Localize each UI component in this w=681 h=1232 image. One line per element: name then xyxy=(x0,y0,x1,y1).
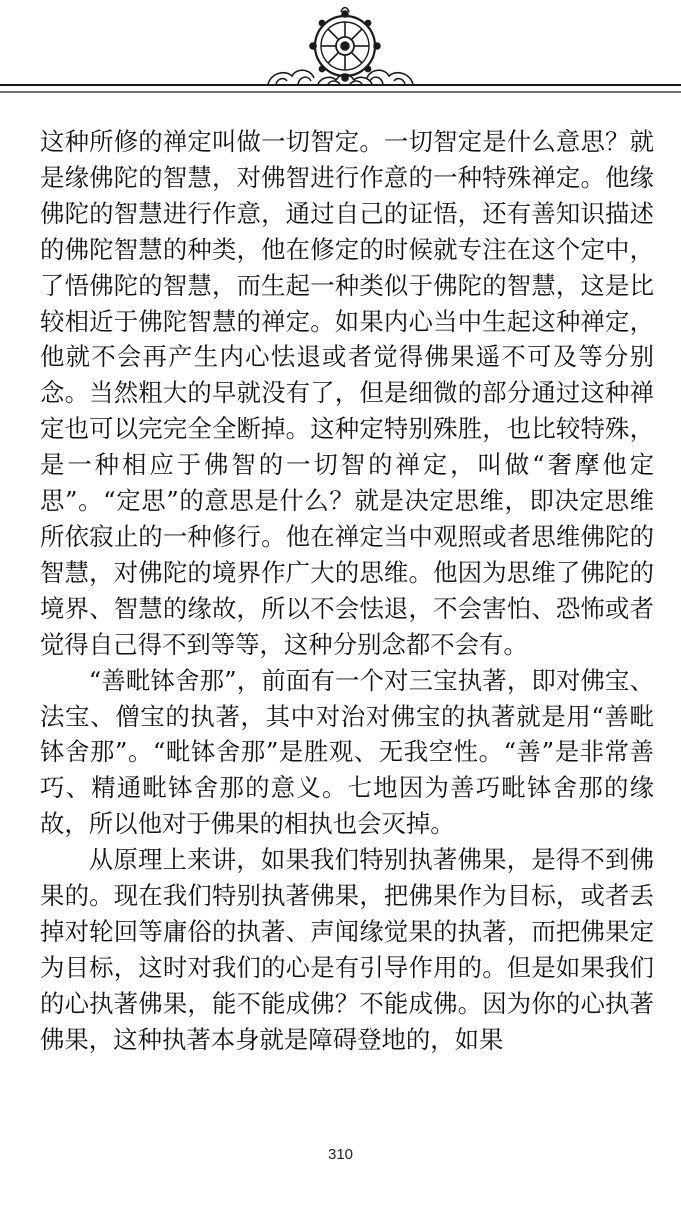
body-text xyxy=(40,124,654,1058)
page-number: 310 xyxy=(327,1146,354,1163)
dharma-wheel-icon xyxy=(0,0,681,110)
paragraph: 这种所修的禅定叫做一切智定。一切智定是什么意思？就是缘佛陀的智慧，对佛智进行作意的一种特殊禅定。他缘佛陀的智慧进行作意，通过自己的证悟，还有善知识描述的佛陀智慧的种类，他在修定的时候就专注在这个定中，了悟佛陀的智慧，而生起一种类似于佛陀的智慧，这是比较相近于佛陀智慧的禅定。如果内心当中生起这种禅定，他就不会再产生内心怯退或者觉得佛果遥不可及等分别念。当然粗大的早就没有了，但是细微的部分通过这种禅定也可以完完全全断掉。这种定特别殊胜，也比较特殊，是一种相应于佛智的一切智的禅定，叫做“奢摩他定思”。“定思”的意思是什么？就是决定思维，即决定思维所依寂止的一种修行。他在禅定当中观照或者思维佛陀的智慧，对佛陀的境界作广大的思维。他因为思维了佛陀的境界、智慧的缘故，所以不会怯退，不会害怕、恐怖或者觉得自己得不到等等，这种分别念都不会有。 xyxy=(40,127,654,659)
paragraph: “善毗钵舍那”，前面有一个对三宝执著，即对佛宝、法宝、僧宝的执著，其中对治对佛宝的执著就是用“善毗钵舍那”。“毗钵舍那”是胜观、无我空性。“善”是非常善巧、精通毗钵舍那的意义。七地因为善巧毗钵舍那的缘故，所以他对于佛果的相执也会灭掉。 xyxy=(40,665,654,839)
paragraph: 从原理上来讲，如果我们特别执著佛果，是得不到佛果的。现在我们特别执著佛果，把佛果作为目标，或者丢掉对轮回等庸俗的执著、声闻缘觉果的执著，而把佛果定为目标，这时对我们的心是有引导作用的。但是如果我们的心执著佛果，能不能成佛？不能成佛。因为你的心执著佛果，这种执著本身就是障碍登地的，如果 xyxy=(40,845,654,1054)
header-ornament xyxy=(0,0,681,110)
